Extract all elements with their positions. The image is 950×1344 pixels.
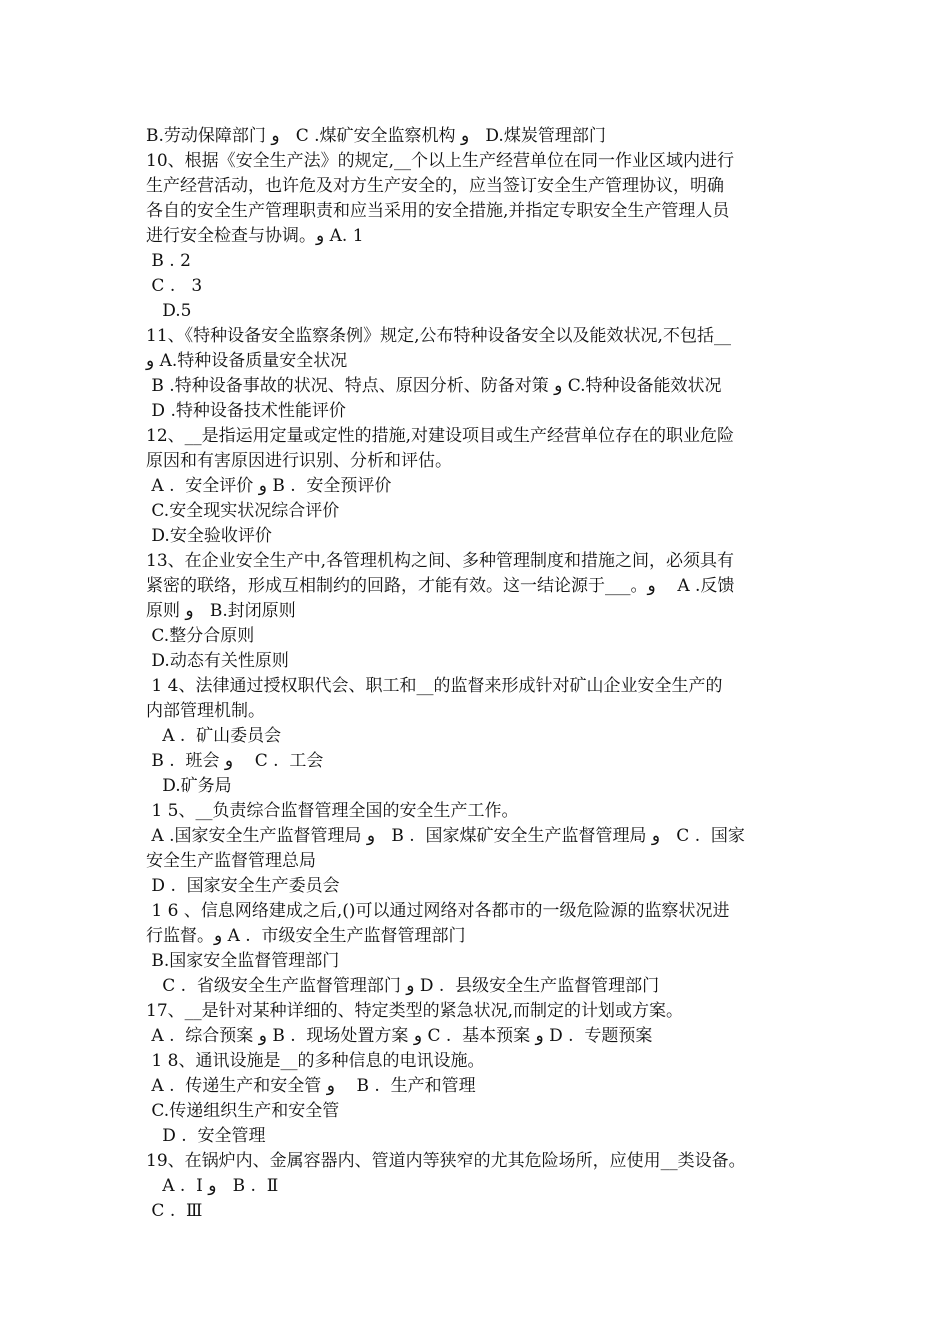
document-body bbox=[146, 124, 816, 1224]
question-15-line-1: 1 5、__负责综合监督管理全国的安全生产工作。 bbox=[146, 801, 519, 821]
question-13-line-1: 13、在企业安全生产中,各管理机构之间、多种管理制度和措施之间，必须具有 bbox=[146, 551, 735, 571]
option-line: B . 班会 ﻭ C . 工会 bbox=[146, 751, 324, 771]
question-10-line-3: 各自的安全生产管理职责和应当采用的安全措施,并指定专职安全生产管理人员 bbox=[146, 201, 730, 221]
option-line: C.安全现实状况综合评价 bbox=[146, 501, 340, 521]
option-line: C.传递组织生产和安全管 bbox=[146, 1101, 340, 1121]
option-line: D . 国家安全生产委员会 bbox=[146, 876, 340, 896]
option-line: A . 安全评价 ﻭ B . 安全预评价 bbox=[146, 476, 392, 496]
option-line: D.动态有关性原则 bbox=[146, 651, 289, 671]
option-line: C.整分合原则 bbox=[146, 626, 255, 646]
option-line: C . Ⅲ bbox=[146, 1201, 203, 1221]
option-line: D .特种设备技术性能评价 bbox=[146, 401, 346, 421]
question-10-line-1: 10、根据《安全生产法》的规定,__个以上生产经营单位在同一作业区域内进行 bbox=[146, 151, 735, 171]
question-12-line-1: 12、__是指运用定量或定性的措施,对建设项目或生产经营单位存在的职业危险 bbox=[146, 426, 735, 446]
option-line: A . 综合预案 ﻭ B . 现场处置方案 ﻭ C . 基本预案 ﻭ D . 专题预案 bbox=[146, 1026, 653, 1046]
question-16-line-1: 1 6 、信息网络建成之后,()可以通过网络对各都市的一级危险源的监察状况进 bbox=[146, 901, 730, 921]
option-line: ﻭ A.特种设备质量安全状况 bbox=[146, 351, 348, 371]
option-line: D.5 bbox=[146, 301, 192, 321]
option-line: D . 安全管理 bbox=[146, 1126, 266, 1146]
question-18-line-1: 1 8、通讯设施是__的多种信息的电讯设施。 bbox=[146, 1051, 485, 1071]
option-line: A . Ⅰ ﻭ B . Ⅱ bbox=[146, 1176, 279, 1196]
option-line: D.安全验收评价 bbox=[146, 526, 272, 546]
question-13-line-2: 紧密的联络，形成互相制约的回路，才能有效。这一结论源于___。ﻭ A .反馈 bbox=[146, 576, 735, 596]
question-14-line-1: 1 4、法律通过授权职代会、职工和__的监督来形成针对矿山企业安全生产的 bbox=[146, 676, 723, 696]
option-line: A .国家安全生产监督管理局 ﻭ B . 国家煤矿安全生产监督管理局 ﻭ C . 国家 bbox=[146, 826, 745, 846]
option-line: D.矿务局 bbox=[146, 776, 232, 796]
option-line: A . 矿山委员会 bbox=[146, 726, 282, 746]
question-11-line-1: 11、《特种设备安全监察条例》规定,公布特种设备安全以及能效状况,不包括__ bbox=[146, 326, 731, 346]
question-16-line-2: 行监督。ﻭ A . 市级安全生产监督管理部门 bbox=[146, 926, 466, 946]
option-line: C . 3 bbox=[146, 276, 203, 296]
option-line: B.国家安全监督管理部门 bbox=[146, 951, 340, 971]
option-line: A . 传递生产和安全管 ﻭ B . 生产和管理 bbox=[146, 1076, 476, 1096]
question-12-line-2: 原因和有害原因进行识别、分析和评估。 bbox=[146, 451, 452, 471]
option-line: 安全生产监督管理总局 bbox=[146, 851, 316, 871]
question-14-line-2: 内部管理机制。 bbox=[146, 701, 265, 721]
option-line: B.劳动保障部门 ﻭ C .煤矿安全监察机构 ﻭ D.煤炭管理部门 bbox=[146, 126, 606, 146]
option-line: C . 省级安全生产监督管理部门 ﻭ D . 县级安全生产监督管理部门 bbox=[146, 976, 660, 996]
question-17-line-1: 17、__是针对某种详细的、特定类型的紧急状况,而制定的计划或方案。 bbox=[146, 1001, 684, 1021]
option-line: B . 2 bbox=[146, 251, 191, 271]
option-line: B .特种设备事故的状况、特点、原因分析、防备对策 ﻭ C.特种设备能效状况 bbox=[146, 376, 722, 396]
question-19-line-1: 19、在锅炉内、金属容器内、管道内等狭窄的尤其危险场所，应使用__类设备。 bbox=[146, 1151, 746, 1171]
question-10-line-2: 生产经营活动，也许危及对方生产安全的，应当签订安全生产管理协议，明确 bbox=[146, 176, 724, 196]
option-line: 原则 ﻭ B.封闭原则 bbox=[146, 601, 296, 621]
question-10-line-4: 进行安全检查与协调。ﻭ A. 1 bbox=[146, 226, 364, 246]
